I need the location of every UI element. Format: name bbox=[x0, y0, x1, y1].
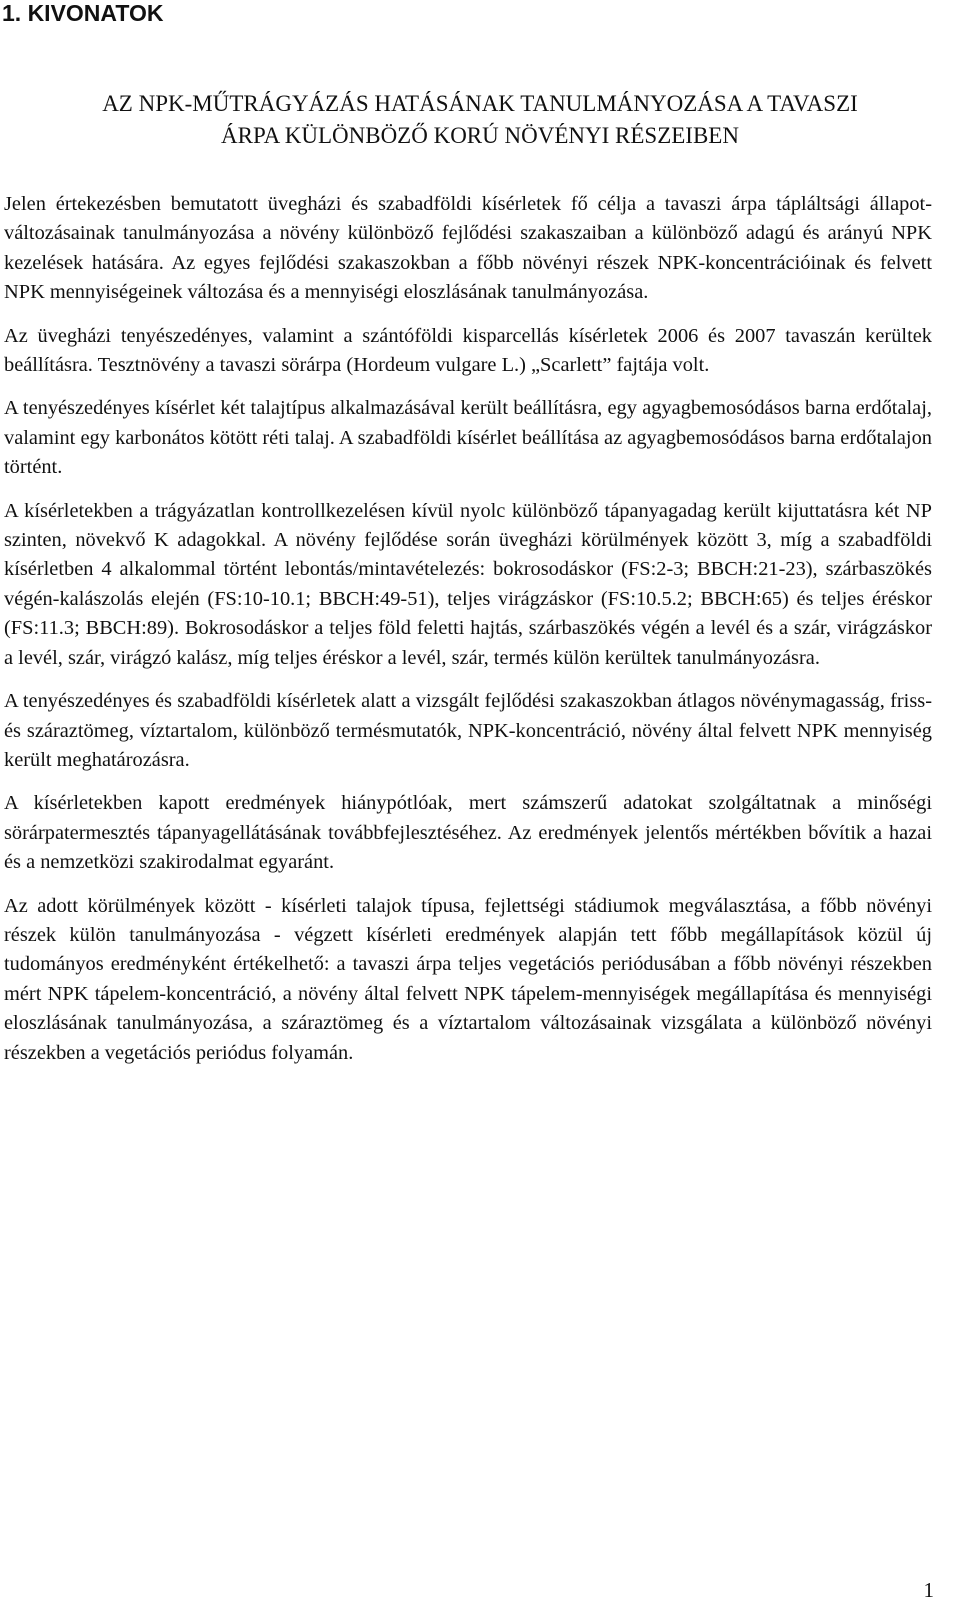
paragraph-significance: A kísérletekben kapott eredmények hiánypótlóak, mert számszerű adatokat szolgáltatnak a minőségi sörárpatermesztés tápanyagellátásának továbbfejlesztéséhez. Az eredmények jelentős mértékben bővítik a hazai és a nemzetközi szakirodalmat egyaránt. bbox=[4, 792, 932, 874]
paragraph-experiment-setup: Az üvegházi tenyészedényes, valamint a szántóföldi kisparcellás kísérletek 2006 és 2007 tavaszán kerültek beállításra. Tesztnövény a tavaszi sörárpa (Hordeum vulgare L.) „Scarlett” fajtája volt. bbox=[4, 324, 932, 377]
paragraph-aims: Jelen értekezésben bemutatott üvegházi és szabadföldi kísérletek fő célja a tavaszi árpa tápláltsági állapot-változásainak tanulmányozása a növény különböző fejlődési szakaszaiban a különböző adagú és arányú NPK kezelések hatására. Az egyes fejlődési szakaszokban a főbb növényi részek NPK-koncentrációinak és felvett NPK mennyiségeinek változása és a mennyiségi eloszlásának tanulmányozása. bbox=[4, 193, 932, 304]
page-number: 1 bbox=[923, 1578, 934, 1602]
paragraph-treatments-sampling: A kísérletekben a trágyázatlan kontrollkezelésen kívül nyolc különböző tápanyagadag került kijuttatásra két NP szinten, növekvő K adagokkal. A növény fejlődése során üvegházi körülmények között 3, míg a szabadföldi kísérletben 4 alkalommal történt lebontás/mintavételezés: bokrosodáskor (FS:2-3; BBCH:21-23), szárbaszökés végén-kalászolás elején (FS:10-10.1; BBCH:49-51), teljes virágzáskor (FS:10.5.2; BBCH:65) és teljes éréskor (FS:11.3; BBCH:89). Bokrosodáskor a teljes föld feletti hajtás, szárbaszökés végén a levél és a szár, virágzáskor a levél, szár, virágzó kalász, míg teljes éréskor a levél, szár, termés külön kerültek tanulmányozásra. bbox=[4, 499, 932, 669]
document-title bbox=[0, 88, 960, 152]
paragraph-new-results: Az adott körülmények között - kísérleti talajok típusa, fejlettségi stádiumok megválasztása, a főbb növényi részek külön tanulmányozása - végzett kísérleti eredmények alapján tett főbb megállapítások közül új tudományos eredményként értékelhető: a tavaszi árpa teljes vegetációs periódusában a főbb növényi részekben mért NPK tápelem-koncentráció, a növény által felvett NPK tápelem-mennyiségek megállapítása és mennyiségi eloszlásának tanulmányozása, a száraztömeg és a víztartalom változásainak vizsgálata a különböző növényi részekben a vegetációs periódus folyamán. bbox=[4, 894, 932, 1064]
document-title-line-2: ÁRPA KÜLÖNBÖZŐ KORÚ NÖVÉNYI RÉSZEIBEN bbox=[221, 123, 739, 148]
document-title-line-1: AZ NPK-MŰTRÁGYÁZÁS HATÁSÁNAK TANULMÁNYOZÁSA A TAVASZI bbox=[102, 91, 858, 116]
paragraph-soil-types: A tenyészedényes kísérlet két talajtípus alkalmazásával került beállításra, egy agyagbemosódásos barna erdőtalaj, valamint egy karbonátos kötött réti talaj. A szabadföldi kísérlet beállítása az agyagbemosódásos barna erdőtalajon történt. bbox=[4, 397, 932, 479]
paragraph-measurements: A tenyészedényes és szabadföldi kísérletek alatt a vizsgált fejlődési szakaszokban átlagos növénymagasság, friss- és száraztömeg, víztartalom, különböző termésmutatók, NPK-koncentráció, növény által felvett NPK mennyiség került meghatározásra. bbox=[4, 690, 932, 771]
abstract-body bbox=[4, 190, 932, 1082]
section-heading: 1. KIVONATOK bbox=[2, 0, 164, 26]
